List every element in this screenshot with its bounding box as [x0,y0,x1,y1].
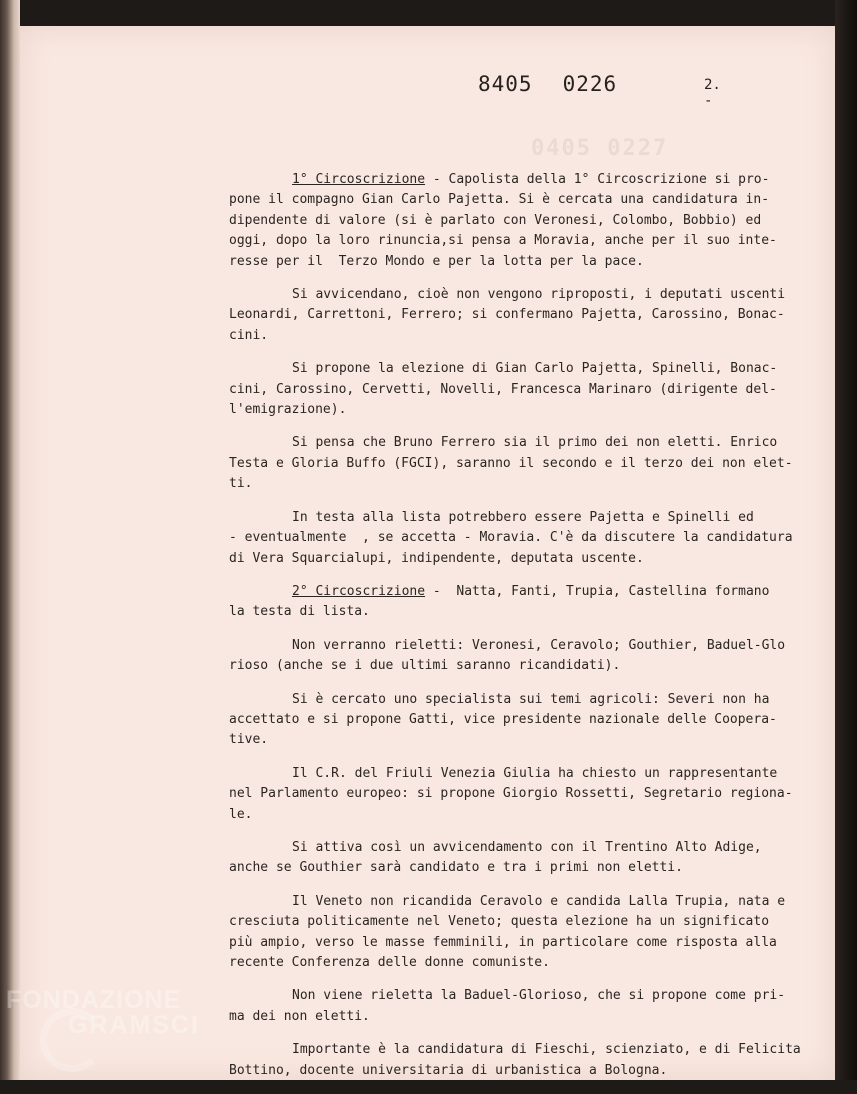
paragraph [229,690,819,751]
paragraph [229,285,819,346]
gramsci-logo-icon [40,1008,104,1072]
archive-code-1: 8405 [478,72,533,96]
paragraph [229,359,819,420]
text-line: Bottino, docente universitaria di urbanistica a Bologna. [229,1062,668,1078]
text-line: Si propone la elezione di Gian Carlo Pajetta, Spinelli, Bonac- [292,361,778,377]
text-line: nel Parlamento europeo: si propone Giorgio Rossetti, Segretario regiona- [229,786,793,802]
text-line: cresciuta politicamente nel Veneto; questa elezione ha un significato [229,914,770,930]
fondazione-gramsci-watermark [6,986,200,1040]
text-line: pone il compagno Gian Carlo Pajetta. Si è cercata una candidatura in- [229,192,770,208]
text-line: rioso (anche se i due ultimi saranno ricandidati). [229,658,621,674]
paragraph [229,892,819,974]
text-line: cini. [229,327,269,343]
text-line: - Natta, Fanti, Trupia, Castellina formano [425,583,770,599]
bleed-code-1: 0405 [531,136,592,161]
text-line: Non verranno rieletti: Veronesi, Ceravolo; Gouthier, Baduel-Glo [292,637,786,653]
scanner-background [835,0,857,1080]
paragraph [229,636,819,677]
watermark-line-2: GRAMSCI [68,1011,201,1039]
paragraph [229,170,819,272]
section-heading: 1° Circoscrizione [292,172,426,187]
text-line: accettato e si propone Gatti, vice presidente nazionale delle Coopera- [229,711,777,727]
text-line: le. [229,806,253,822]
text-line: Si è cercato uno specialista sui temi agricoli: Severi non ha [292,691,770,707]
document-header [478,72,721,109]
watermark-line-1: FONDAZIONE [6,986,182,1014]
paragraph [229,433,819,494]
text-line: l'emigrazione). [229,402,347,418]
text-line: resse per il Terzo Mondo e per la lotta per la pace. [229,253,644,269]
text-line: Il Veneto non ricandida Ceravolo e candida Lalla Trupia, nata e [292,893,786,909]
text-line: più ampio, verso le masse femminili, in particolare come risposta alla [229,934,777,950]
text-line: la testa di lista. [229,604,370,620]
paragraph [229,1040,819,1081]
text-line: recente Conferenza delle donne comuniste. [229,955,550,970]
archive-code-2: 0226 [562,72,618,96]
text-line: anche se Gouthier sarà candidato e tra i primi non eletti. [229,860,683,876]
bleed-code-2: 0227 [607,136,669,161]
text-line: - Capolista della 1° Circoscrizione si pro- [425,172,770,187]
text-line: cini, Carossino, Cervetti, Novelli, Francesca Marinaro (dirigente del- [229,381,777,397]
bleed-through-code [531,136,668,161]
text-line: oggi, dopo la loro rinuncia,si pensa a Moravia, anche per il suo inte- [229,233,777,249]
text-line: tive. [229,732,269,748]
section-heading: 2° Circoscrizione [292,583,426,599]
text-line: Si avvicendano, cioè non vengono riproposti, i deputati uscenti [292,287,786,303]
paragraph [229,764,819,825]
document-body [229,170,819,1094]
text-line: Leonardi, Carrettoni, Ferrero; si confermano Pajetta, Carossino, Bonac- [229,307,785,323]
text-line: - eventualmente , se accetta - Moravia. C'è da discutere la candidatura [229,530,793,546]
binding-edge [0,0,20,1080]
text-line: Si attiva così un avvicendamento con il Trentino Alto Adige, [292,839,762,855]
text-line: di Vera Squarcialupi, indipendente, deputata uscente. [229,550,644,566]
text-line: Il C.R. del Friuli Venezia Giulia ha chiesto un rappresentante [292,765,778,781]
paragraph [229,508,819,569]
text-line: ti. [229,476,253,492]
text-line: In testa alla lista potrebbero essere Pajetta e Spinelli ed [292,509,754,525]
text-line: Non viene rieletta la Baduel-Glorioso, che si propone come pri- [292,988,786,1004]
paragraph [229,838,819,879]
text-line: Si pensa che Bruno Ferrero sia il primo dei non eletti. Enrico [292,435,778,451]
text-line: dipendente di valore (si è parlato con Veronesi, Colombo, Bobbio) ed [229,212,762,228]
paragraph [229,582,819,623]
text-line: Testa e Gloria Buffo (FGCI), saranno il secondo e il terzo dei non elet- [229,455,793,471]
page-number: 2. - [704,77,721,109]
text-line: Importante è la candidatura di Fieschi, scienziato, e di Felicita [292,1042,801,1058]
text-line: ma dei non eletti. [229,1008,370,1024]
paragraph [229,986,819,1027]
